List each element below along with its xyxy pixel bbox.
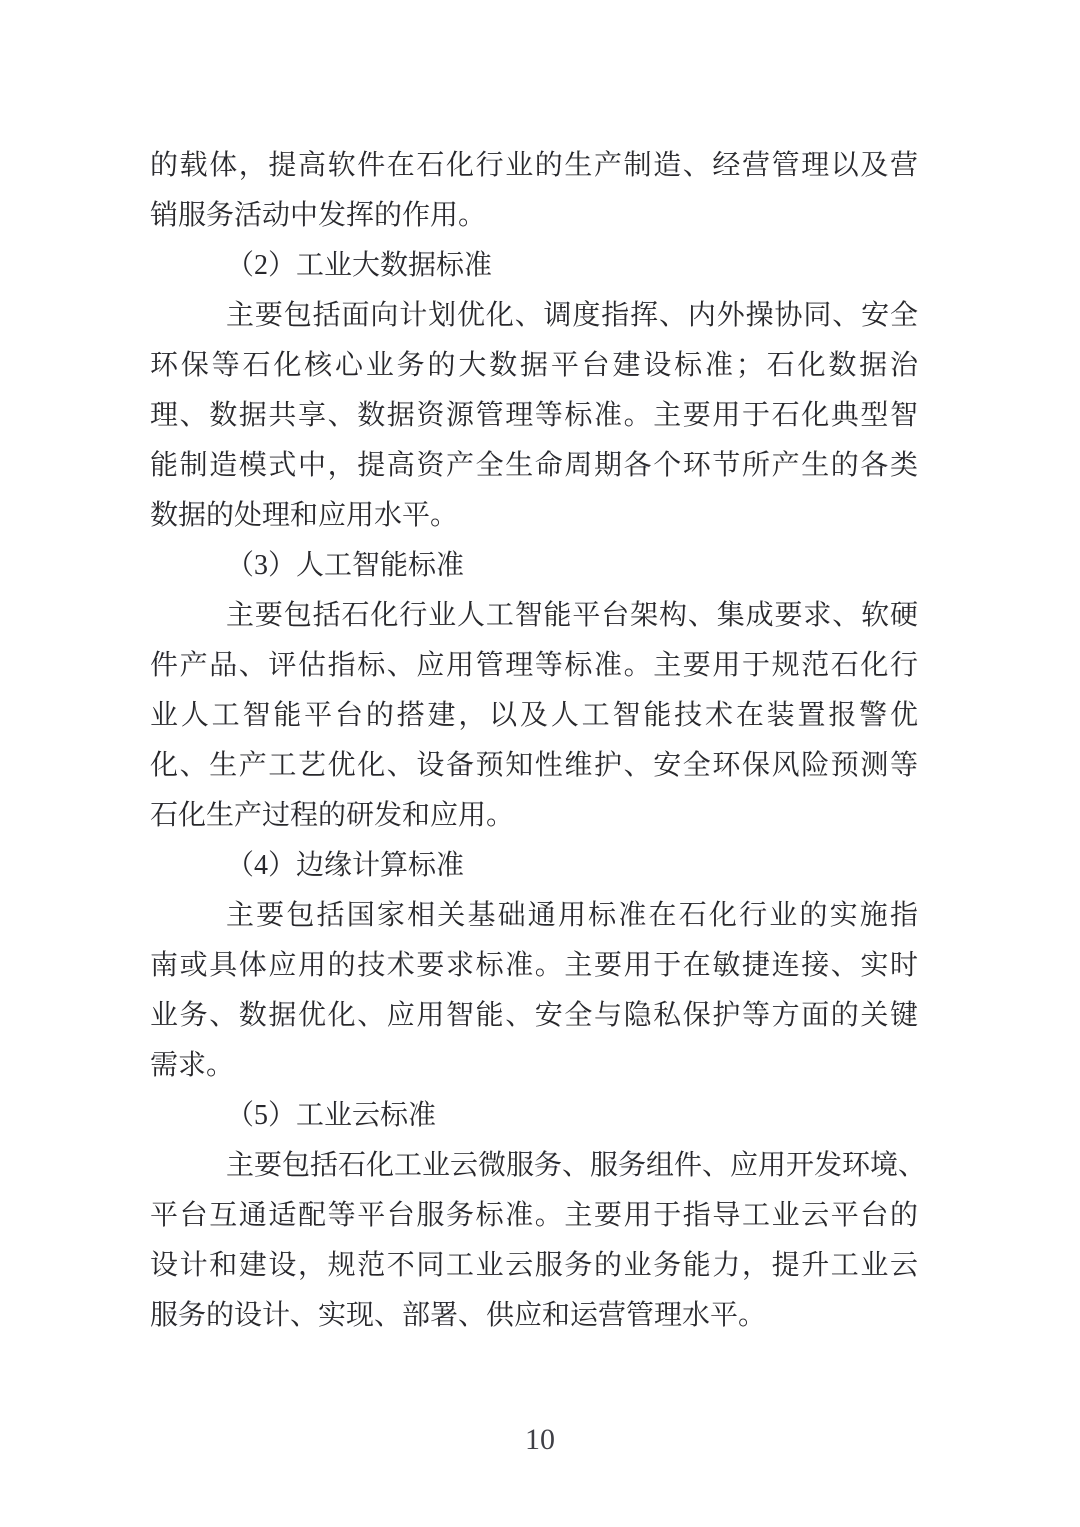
text-line: 销服务活动中发挥的作用。	[150, 200, 487, 231]
text-line: 业务、数据优化、应用智能、安全与隐私保护等方面的关键	[150, 1000, 918, 1031]
text-line: 主要包括面向计划优化、调度指挥、内外操协同、安全	[226, 300, 918, 331]
section-heading: （2）工业大数据标准	[226, 250, 493, 281]
page-number: 10	[525, 1423, 555, 1456]
text-line: 主要包括国家相关基础通用标准在石化行业的实施指	[226, 900, 918, 931]
text-line: 设计和建设，规范不同工业云服务的业务能力，提升工业云	[150, 1250, 918, 1281]
text-line: 平台互通适配等平台服务标准。主要用于指导工业云平台的	[150, 1200, 918, 1231]
text-line: 理、数据共享、数据资源管理等标准。主要用于石化典型智	[150, 400, 918, 431]
text-line: 业人工智能平台的搭建，以及人工智能技术在装置报警优	[150, 700, 918, 731]
section-heading: （3）人工智能标准	[226, 550, 465, 581]
section-heading: （4）边缘计算标准	[226, 850, 465, 881]
text-line: 需求。	[150, 1050, 235, 1081]
text-line: 能制造模式中，提高资产全生命周期各个环节所产生的各类	[150, 450, 918, 481]
text-line: 的载体，提高软件在石化行业的生产制造、经营管理以及营	[150, 150, 918, 181]
text-line: 数据的处理和应用水平。	[150, 500, 459, 531]
text-block	[150, 141, 927, 1341]
text-line: 化、生产工艺优化、设备预知性维护、安全环保风险预测等	[150, 750, 918, 781]
text-line: 环保等石化核心业务的大数据平台建设标准；石化数据治	[150, 350, 918, 381]
text-line: 主要包括石化行业人工智能平台架构、集成要求、软硬	[226, 600, 918, 631]
text-line: 件产品、评估指标、应用管理等标准。主要用于规范石化行	[150, 650, 918, 681]
section-heading: （5）工业云标准	[226, 1100, 437, 1131]
text-line: 南或具体应用的技术要求标准。主要用于在敏捷连接、实时	[150, 950, 918, 981]
text-line: 服务的设计、实现、部署、供应和运营管理水平。	[150, 1300, 767, 1331]
text-line: 石化生产过程的研发和应用。	[150, 800, 515, 831]
text-line: 主要包括石化工业云微服务、服务组件、应用开发环境、	[226, 1150, 927, 1181]
